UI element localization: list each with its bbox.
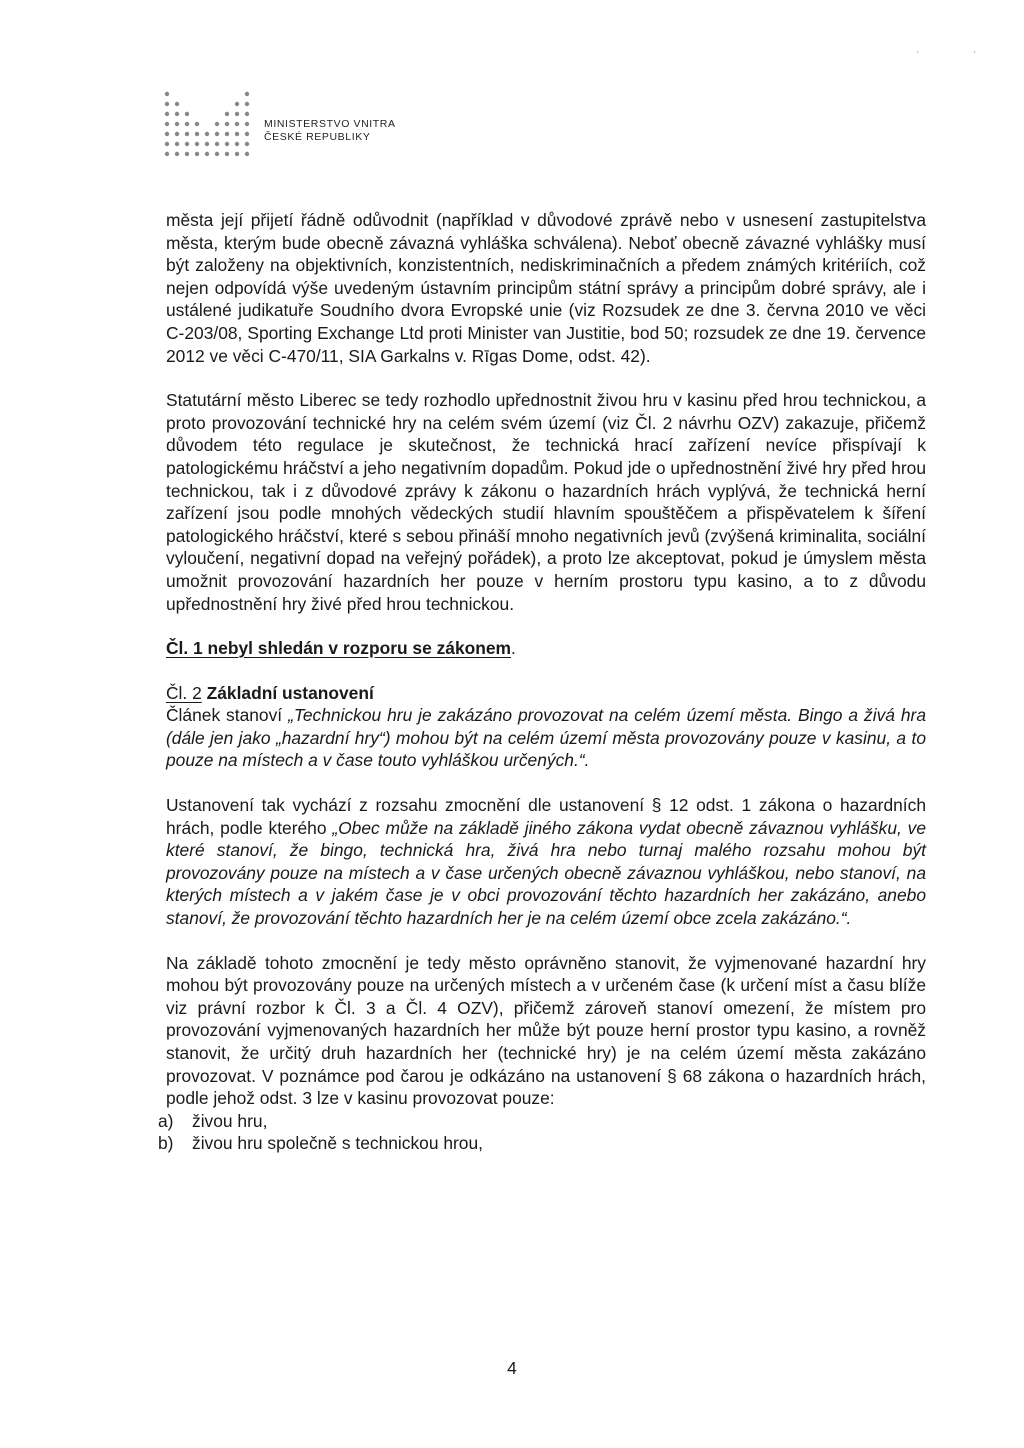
logo-dot-grid-icon — [164, 90, 254, 164]
article-2-quote: „Technickou hru je zakázáno provozovat na celém území města. Bingo a živá hra (dále jen jako „hazardní hry“) mohou být na celém území města provozovány pouze v kasinu, a to pouze na místech a v čase touto vyhláškou určených.“. — [166, 705, 926, 771]
paragraph-legal-basis — [166, 794, 926, 930]
logo-line-republic: ČESKÉ REPUBLIKY — [264, 131, 371, 143]
logo-line-ministry: MINISTERSTVO VNITRA — [264, 118, 396, 130]
list-item — [158, 1110, 926, 1133]
paragraph-justification: města její přijetí řádně odůvodnit (například v důvodové zprávě nebo v usnesení zastupitelstva města, kterým bude obecně závazná vyhláška schválena). Neboť obecně závazné vyhlášky musí být založeny na objektivních, konzistentních, nediskriminačních a předem známých kritériích, což nejen odpovídá výše uvedeným ústavním principům státní správy a principům dobré správy, ale i ustálené judikatuře Soudního dvora Evropské unie (viz Rozsudek ze dne 3. června 2010 ve věci C-203/08, Sporting Exchange Ltd proti Minister van Justitie, bod 50; rozsudek ze dne 19. července 2012 ve věci C-470/11, SIA Garkalns v. Rīgas Dome, odst. 42). — [166, 210, 926, 366]
heading-article-1 — [166, 637, 926, 660]
list-item — [158, 1132, 926, 1155]
logo-text — [264, 118, 396, 144]
paragraph-article-2-text — [166, 704, 926, 772]
list-marker: b) — [158, 1133, 174, 1154]
heading-article-1-text: Čl. 1 nebyl shledán v rozporu se zákonem — [166, 638, 512, 659]
paragraph-authorization: Na základě tohoto zmocnění je tedy město oprávněno stanovit, že vyjmenované hazardní hry mohou být provozovány pouze na určených místech a v určeném čase (k určení míst a času blíže viz právní rozbor k Čl. 3 a Čl. 4 OZV), přičemž zároveň stanoví omezení, že místem pro provozování vyjmenovaných hazardních her může být pouze herní prostor typu kasino, a rovněž stanovit, že určitý druh hazardních her (technické hry) je na celém území města zakázáno provozovat. V poznámce pod čarou je odkázáno na ustanovení § 68 zákona o hazardních hrách, podle jehož odst. 3 lze v kasinu provozovat pouze: — [166, 952, 926, 1109]
paragraph-liberec-decision: Statutární město Liberec se tedy rozhodlo upřednostnit živou hru v kasinu před hrou technickou, a proto provozování technické hry na celém svém území (viz Čl. 2 návrhu OZV) zakazuje, přičemž důvodem této regulace je skutečnost, že technická hrací zařízení nevíce přispívají k patologickému hráčství a jeho negativním dopadům. Pokud jde o upřednostnění živé hry před hrou technickou, tak i z důvodové zprávy k zákonu o hazardních hrách vyplývá, že technická herní zařízení jsou podle mnohých vědeckých studií hlavním spouštěčem a přispěvatelem k šíření patologického hráčství, které s sebou přináší mnoho negativních jevů (zvýšená kriminalita, sociální vyloučení, negativní dopad na veřejný pořádek), a proto lze akceptovat, pokud je úmyslem města umožnit provozování hazardních her pouze v herním prostoru typu kasino, a to z důvodu upřednostnění hry živé před hrou technickou. — [166, 390, 926, 614]
scan-mark: , — [916, 44, 919, 54]
heading-article-2-title: Základní ustanovení — [201, 682, 374, 703]
article-2-intro: Článek stanoví — [166, 705, 289, 726]
document-body — [158, 209, 927, 1155]
list-item-text: živou hru společně s technickou hrou, — [192, 1133, 483, 1154]
heading-article-2-number: Čl. 2 — [166, 682, 202, 703]
legal-basis-intro: Ustanovení tak vychází z rozsahu zmocnění dle ustanovení § 12 odst. 1 zákona o hazardních hrách, podle kterého — [166, 795, 926, 838]
ministry-logo — [164, 90, 464, 170]
scan-mark: , — [973, 44, 976, 54]
scan-marks — [864, 44, 976, 54]
casino-games-list — [158, 1110, 926, 1155]
list-marker: a) — [158, 1110, 174, 1131]
page-number: 4 — [507, 1358, 517, 1378]
heading-article-1-period: . — [511, 638, 516, 659]
legal-basis-quote: „Obec může na základě jiného zákona vydat obecně závaznou vyhlášku, ve které stanoví, že bingo, technická hra, živá hra nebo turnaj malého rozsahu mohou být provozovány pouze na místech a v čase určených obecně závaznou vyhláškou, nebo stanoví, na kterých místech a v jakém čase je v obci provozování těchto hazardních her zakázáno, anebo stanoví, že provozování těchto hazardních her je na celém území obce zcela zakázáno.“. — [166, 817, 927, 929]
heading-article-2 — [166, 682, 926, 705]
list-item-text: živou hru, — [192, 1110, 268, 1131]
